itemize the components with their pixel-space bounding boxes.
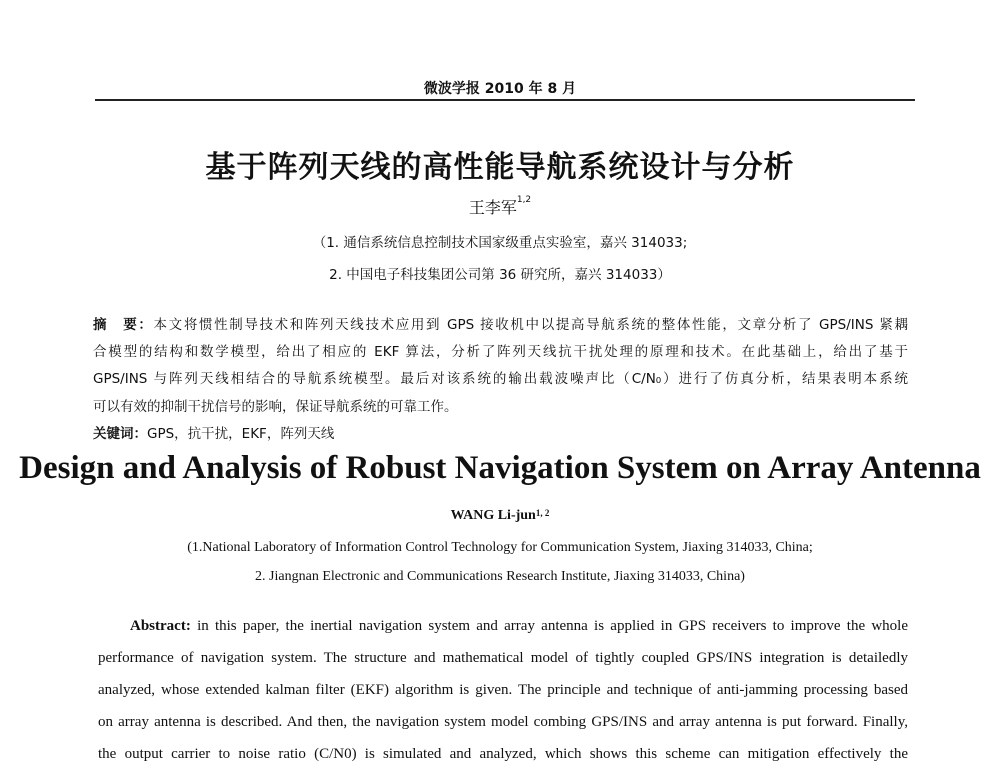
chinese-affiliation-1: （1. 通信系统信息控制技术国家级重点实验室，嘉兴 314033; [312,235,688,251]
english-title: Design and Analysis of Robust Navigation System on Array Antenna [19,450,981,486]
chinese-author [0,195,1000,218]
english-abstract-line: the output carrier to noise ratio (C/N0) is simulated and analyzed, which shows this scheme can mitigation effectively the [98,746,908,762]
keywords-label: 关键词： [93,426,147,442]
abstract-text: 本文将惯性制导技术和阵列天线技术应用到 GPS 接收机中以提高导航系统的整体性能，文章分析了 GPS/INS 紧耦 [153,317,908,333]
chinese-abstract-line: 可以有效的抑制干扰信号的影响，保证导航系统的可靠工作。 [93,399,458,415]
chinese-abstract-line: 合模型的结构和数学模型，给出了相应的 EKF 算法，分析了阵列天线抗干扰处理的原理和技术。在此基础上，给出了基于 [93,344,908,360]
abstract-label: Abstract: [130,618,191,634]
english-abstract-line: on array antenna is described. And then, the navigation system model combing GPS/INS and array antenna is put forward. Finally, [98,714,908,730]
chinese-abstract-line [93,313,908,333]
author-superscript: 1,2 [516,195,532,205]
chinese-abstract-line: GPS/INS 与阵列天线相结合的导航系统模型。最后对该系统的输出载波噪声比（C/N₀）进行了仿真分析，结果表明本系统 [93,371,908,387]
english-abstract-line [130,618,908,635]
abstract-text: in this paper, the inertial navigation system and array antenna is applied in GPS receivers to improve the whole [197,618,908,634]
english-abstract-line: analyzed, whose extended kalman filter (EKF) algorithm is given. The principle and technique of anti-jamming processing based [98,682,908,698]
english-affiliation-2: 2. Jiangnan Electronic and Communications Research Institute, Jiaxing 314033, China) [255,569,745,584]
running-header: 微波学报 2010 年 8 月 [423,81,577,97]
english-abstract-line: performance of navigation system. The structure and mathematical model of tightly coupled GPS/INS integration is detailedly [98,650,908,666]
chinese-title: 基于阵列天线的高性能导航系统设计与分析 [205,150,795,185]
author-superscript: 1, 2 [535,508,550,518]
chinese-keywords [93,422,908,442]
english-affiliation-1: (1.National Laboratory of Information Control Technology for Communication System, Jiaxing 314033, China; [187,540,813,555]
english-author [0,508,1000,524]
author-name: 王李军 [468,198,517,217]
keywords-text: GPS，抗干扰，EKF，阵列天线 [147,426,335,442]
author-name: WANG Li-jun [450,508,536,523]
header-rule [95,99,915,101]
abstract-label: 摘 要： [93,317,154,333]
chinese-affiliation-2: 2. 中国电子科技集团公司第 36 研究所，嘉兴 314033） [329,267,671,283]
